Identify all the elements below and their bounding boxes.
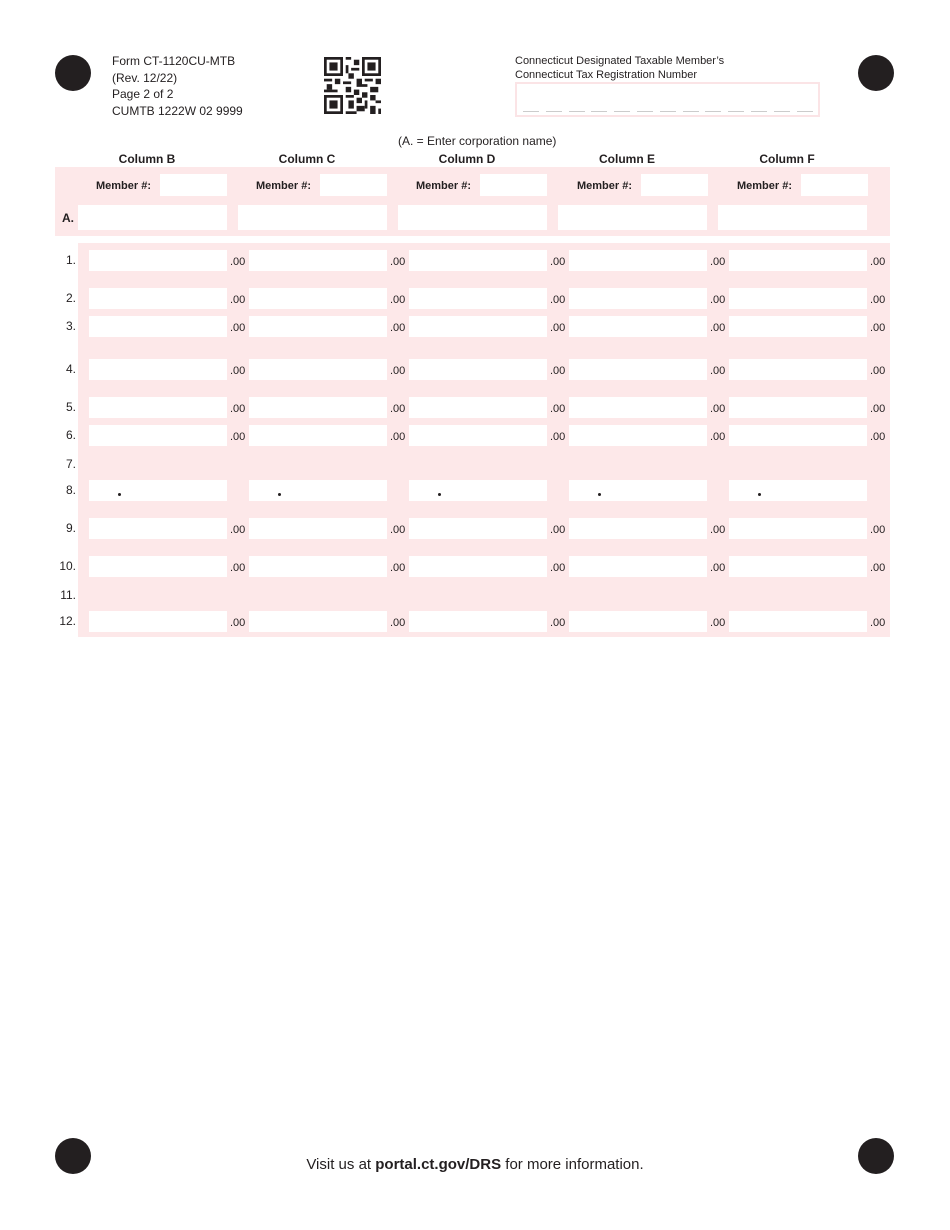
- cents-suffix: .00: [550, 403, 566, 415]
- cents-suffix: .00: [870, 294, 886, 306]
- line-10-input-c[interactable]: [249, 556, 387, 577]
- decimal-point: [758, 493, 761, 496]
- cents-suffix: .00: [870, 322, 886, 334]
- member-number-label: Member #:: [96, 180, 152, 192]
- cents-suffix: .00: [230, 294, 246, 306]
- member-number-input-d[interactable]: [480, 174, 547, 196]
- corporation-name-input-b[interactable]: [78, 205, 227, 230]
- registration-digit-slot: [614, 111, 630, 112]
- line-6-input-c[interactable]: [249, 425, 387, 446]
- line-9-input-c[interactable]: [249, 518, 387, 539]
- line-9-input-b[interactable]: [89, 518, 227, 539]
- line-5-input-c[interactable]: [249, 397, 387, 418]
- cents-suffix: .00: [550, 365, 566, 377]
- column-heading-d: Column D: [438, 152, 496, 166]
- cents-suffix: .00: [870, 403, 886, 415]
- cents-suffix: .00: [710, 294, 726, 306]
- line-2-input-e[interactable]: [569, 288, 707, 309]
- line-10-input-d[interactable]: [409, 556, 547, 577]
- line-3-input-e[interactable]: [569, 316, 707, 337]
- cents-suffix: .00: [550, 256, 566, 268]
- line-10-input-e[interactable]: [569, 556, 707, 577]
- cents-suffix: .00: [390, 294, 406, 306]
- cents-suffix: .00: [870, 365, 886, 377]
- line-2-input-d[interactable]: [409, 288, 547, 309]
- line-number: 3.: [65, 319, 76, 333]
- line-5-input-b[interactable]: [89, 397, 227, 418]
- cents-suffix: .00: [390, 524, 406, 536]
- line-9-input-d[interactable]: [409, 518, 547, 539]
- member-number-input-f[interactable]: [801, 174, 868, 196]
- form-header: [112, 53, 243, 119]
- decimal-point: [598, 493, 601, 496]
- line-number: 2.: [65, 291, 76, 305]
- line-4-input-b[interactable]: [89, 359, 227, 380]
- member-number-input-c[interactable]: [320, 174, 387, 196]
- cents-suffix: .00: [710, 403, 726, 415]
- column-heading-c: Column C: [278, 152, 336, 166]
- line-2-input-b[interactable]: [89, 288, 227, 309]
- line-12-input-c[interactable]: [249, 611, 387, 632]
- cents-suffix: .00: [710, 431, 726, 443]
- registration-digit-slot: [591, 111, 607, 112]
- line-12-input-b[interactable]: [89, 611, 227, 632]
- registration-mark-top-right: [858, 55, 894, 91]
- line-12-input-d[interactable]: [409, 611, 547, 632]
- corporation-name-note: (A. = Enter corporation name): [398, 134, 557, 148]
- member-number-input-e[interactable]: [641, 174, 708, 196]
- line-number: 7.: [65, 457, 76, 471]
- member-number-label: Member #:: [577, 180, 633, 192]
- registration-mark-top-left: [55, 55, 91, 91]
- line-number: 12.: [59, 614, 76, 628]
- line-number: 4.: [65, 362, 76, 376]
- line-6-input-e[interactable]: [569, 425, 707, 446]
- line-8-input-f[interactable]: [729, 480, 867, 501]
- line-4-input-c[interactable]: [249, 359, 387, 380]
- line-9-input-f[interactable]: [729, 518, 867, 539]
- line-8-input-b[interactable]: [89, 480, 227, 501]
- registration-digit-slot: [705, 111, 721, 112]
- registration-digit-slot: [751, 111, 767, 112]
- footer: [0, 1156, 950, 1173]
- line-5-input-d[interactable]: [409, 397, 547, 418]
- registration-digit-slot: [637, 111, 653, 112]
- line-12-input-f[interactable]: [729, 611, 867, 632]
- member-number-label: Member #:: [256, 180, 312, 192]
- cents-suffix: .00: [550, 322, 566, 334]
- line-8-input-c[interactable]: [249, 480, 387, 501]
- registration-number-title: [515, 55, 724, 82]
- registration-digit-slot: [797, 111, 813, 112]
- line-12-input-e[interactable]: [569, 611, 707, 632]
- member-number-label: Member #:: [416, 180, 472, 192]
- corporation-name-input-e[interactable]: [558, 205, 707, 230]
- cents-suffix: .00: [870, 524, 886, 536]
- cents-suffix: .00: [230, 256, 246, 268]
- line-1-input-d[interactable]: [409, 250, 547, 271]
- registration-number-field[interactable]: [515, 82, 820, 117]
- decimal-point: [118, 493, 121, 496]
- registration-digit-slot: [660, 111, 676, 112]
- cents-suffix: .00: [390, 256, 406, 268]
- cents-suffix: .00: [390, 617, 406, 629]
- line-number: 5.: [65, 400, 76, 414]
- form-name: Form CT-1120CU-MTB: [112, 54, 236, 68]
- line-number: 11.: [60, 588, 76, 602]
- line-3-input-d[interactable]: [409, 316, 547, 337]
- line-3-input-c[interactable]: [249, 316, 387, 337]
- member-number-input-b[interactable]: [160, 174, 227, 196]
- line-6-input-f[interactable]: [729, 425, 867, 446]
- line-number: 9.: [65, 521, 76, 535]
- page-number: Page 2 of 2: [112, 87, 174, 101]
- cents-suffix: .00: [550, 431, 566, 443]
- cents-suffix: .00: [390, 365, 406, 377]
- cents-suffix: .00: [230, 524, 246, 536]
- registration-digit-slot: [683, 111, 699, 112]
- column-heading-e: Column E: [599, 152, 655, 166]
- cents-suffix: .00: [230, 322, 246, 334]
- cents-suffix: .00: [870, 256, 886, 268]
- decimal-point: [278, 493, 281, 496]
- cents-suffix: .00: [550, 617, 566, 629]
- line-5-input-f[interactable]: [729, 397, 867, 418]
- cents-suffix: .00: [390, 403, 406, 415]
- registration-digit-slot: [774, 111, 790, 112]
- cents-suffix: .00: [710, 617, 726, 629]
- registration-digit-slot: [569, 111, 585, 112]
- footer-link[interactable]: portal.ct.gov/DRS: [375, 1156, 502, 1173]
- corporation-name-input-d[interactable]: [398, 205, 547, 230]
- footer-prefix: Visit us at: [306, 1156, 376, 1173]
- cents-suffix: .00: [870, 617, 886, 629]
- cents-suffix: .00: [230, 617, 246, 629]
- cents-suffix: .00: [230, 403, 246, 415]
- cents-suffix: .00: [710, 256, 726, 268]
- line-2-input-c[interactable]: [249, 288, 387, 309]
- cents-suffix: .00: [550, 562, 566, 574]
- line-3-input-f[interactable]: [729, 316, 867, 337]
- cents-suffix: .00: [870, 431, 886, 443]
- cents-suffix: .00: [710, 562, 726, 574]
- line-1-input-f[interactable]: [729, 250, 867, 271]
- footer-suffix: for more information.: [501, 1156, 644, 1173]
- line-number: 8.: [65, 483, 76, 497]
- line-6-input-d[interactable]: [409, 425, 547, 446]
- line-10-input-f[interactable]: [729, 556, 867, 577]
- cents-suffix: .00: [230, 431, 246, 443]
- decimal-point: [438, 493, 441, 496]
- registration-title-line1: Connecticut Designated Taxable Member’s: [515, 55, 725, 67]
- cents-suffix: .00: [710, 365, 726, 377]
- line-4-input-d[interactable]: [409, 359, 547, 380]
- column-heading-b: Column B: [118, 152, 176, 166]
- line-number: 10.: [59, 559, 76, 573]
- cents-suffix: .00: [230, 365, 246, 377]
- line-4-input-f[interactable]: [729, 359, 867, 380]
- cents-suffix: .00: [390, 562, 406, 574]
- member-number-label: Member #:: [737, 180, 793, 192]
- cents-suffix: .00: [870, 562, 886, 574]
- qr-code-icon: [324, 57, 381, 114]
- line-1-input-c[interactable]: [249, 250, 387, 271]
- line-2-input-f[interactable]: [729, 288, 867, 309]
- cents-suffix: .00: [390, 431, 406, 443]
- line-8-input-d[interactable]: [409, 480, 547, 501]
- cents-suffix: .00: [550, 294, 566, 306]
- line-1-input-e[interactable]: [569, 250, 707, 271]
- cents-suffix: .00: [390, 322, 406, 334]
- registration-digit-slot: [728, 111, 744, 112]
- line-4-input-e[interactable]: [569, 359, 707, 380]
- cents-suffix: .00: [550, 524, 566, 536]
- form-revision: (Rev. 12/22): [112, 70, 178, 85]
- row-label-a: A.: [62, 211, 74, 225]
- line-1-input-b[interactable]: [89, 250, 227, 271]
- column-heading-f: Column F: [759, 152, 815, 166]
- registration-title-line2: Connecticut Tax Registration Number: [515, 68, 697, 81]
- line-10-input-b[interactable]: [89, 556, 227, 577]
- corporation-name-input-f[interactable]: [718, 205, 867, 230]
- corporation-name-input-c[interactable]: [238, 205, 387, 230]
- cents-suffix: .00: [710, 322, 726, 334]
- cents-suffix: .00: [710, 524, 726, 536]
- registration-digit-slot: [546, 111, 562, 112]
- line-6-input-b[interactable]: [89, 425, 227, 446]
- line-5-input-e[interactable]: [569, 397, 707, 418]
- line-number: 6.: [65, 428, 76, 442]
- line-8-input-e[interactable]: [569, 480, 707, 501]
- line-3-input-b[interactable]: [89, 316, 227, 337]
- line-9-input-e[interactable]: [569, 518, 707, 539]
- registration-digit-slot: [523, 111, 539, 112]
- line-number: 1.: [65, 253, 76, 267]
- form-code: CUMTB 1222W 02 9999: [112, 103, 243, 118]
- cents-suffix: .00: [230, 562, 246, 574]
